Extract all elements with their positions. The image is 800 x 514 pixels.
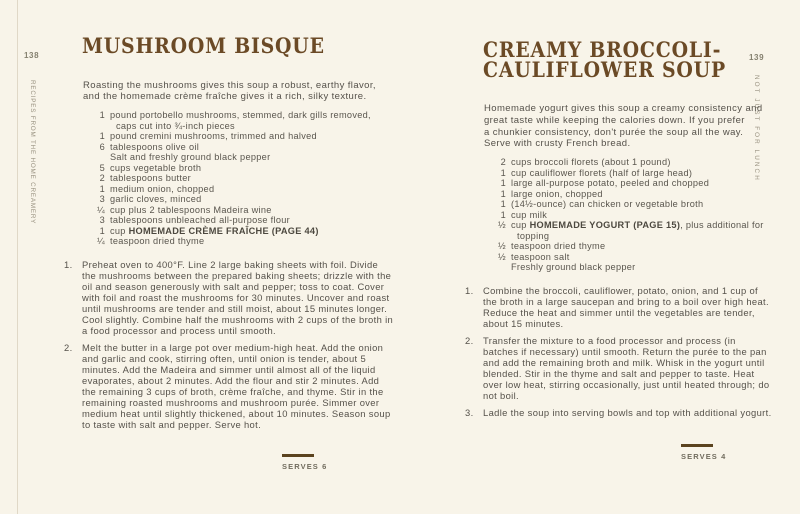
intro-line: Serve with crusty French bread.: [484, 138, 631, 150]
serves-divider-bar: [681, 444, 713, 447]
ingredient-row: [495, 241, 773, 252]
ingredient-text: medium onion, chopped: [110, 183, 215, 194]
ingredient-row: [495, 168, 773, 179]
ingredient-row: [495, 157, 773, 168]
right-step-list: [465, 284, 773, 418]
step-text: Melt the butter in a large pot over medium-high heat. Add the onion and garlic and cook, stirring often, until onion is tender, about 5 minutes. Add the Madeira and simmer until almost all of the liquid evaporates, about 2 minutes. Add the flour and stir 2 minutes. Add the remaining 3 cups of broth, crème fraîche, and thyme. Stir in the remaining roasted mushrooms and mushroom purée. Simmer over medium heat until slightly thickened, about 10 minutes. Season soup to taste with salt and pepper. Serve hot.: [82, 341, 391, 430]
serves-label: SERVES 6: [282, 462, 328, 471]
step-row: [64, 259, 394, 336]
left-margin-running-head: RECIPES FROM THE HOME CREAMERY: [29, 80, 36, 225]
ingredient-text: cup HOMEMADE CRÈME FRAÎCHE (PAGE 44): [110, 225, 319, 236]
step-row: [465, 335, 773, 401]
step-number: 2.: [465, 334, 474, 346]
ingredient-amount: 1: [500, 199, 506, 210]
ingredient-amount: 1: [500, 209, 506, 220]
intro-line: Roasting the mushrooms gives this soup a robust, earthy flavor,: [83, 79, 376, 91]
ingredient-text: (14½-ounce) can chicken or vegetable broth: [511, 199, 704, 210]
right-ingredient-list: [495, 157, 773, 273]
left-recipe-intro: [83, 80, 394, 104]
ingredient-amount: ¼: [97, 204, 105, 215]
ingredient-amount: 1: [99, 183, 105, 194]
right-recipe-title: [483, 37, 773, 82]
ingredient-text: tablespoons olive oil: [110, 141, 200, 152]
ingredient-row: [94, 236, 394, 247]
title-line: MUSHROOM BISQUE: [82, 33, 325, 58]
title-line: CREAMY BROCCOLI-: [483, 37, 722, 62]
ingredient-amount: ½: [498, 251, 506, 262]
ingredient-amount: 2: [500, 157, 506, 168]
ingredient-amount: 1: [500, 178, 506, 189]
right-recipe-intro: [484, 103, 773, 150]
ingredient-cross-reference: HOMEMADE CRÈME FRAÎCHE (PAGE 44): [128, 225, 319, 236]
ingredient-row: [94, 173, 394, 184]
ingredient-text: tablespoons unbleached all-purpose flour: [110, 215, 291, 226]
ingredient-row: [495, 189, 773, 200]
ingredient-row: [495, 210, 773, 221]
step-text: Ladle the soup into serving bowls and top with additional yogurt.: [483, 406, 772, 418]
left-page-number: 138: [24, 51, 40, 60]
ingredient-amount: 1: [99, 131, 105, 142]
ingredient-text: cups broccoli florets (about 1 pound): [511, 157, 671, 168]
ingredient-row: [94, 184, 394, 195]
ingredient-row: [94, 163, 394, 174]
intro-line: a chunkier consistency, don't purée the soup all the way.: [484, 126, 744, 138]
ingredient-row: [495, 220, 773, 241]
ingredient-row: [495, 199, 773, 210]
ingredient-amount: 1: [500, 188, 506, 199]
title-line: CAULIFLOWER SOUP: [483, 56, 726, 82]
right-recipe: [465, 37, 773, 424]
ingredient-row: [94, 226, 394, 237]
ingredient-text: cup plus 2 tablespoons Madeira wine: [110, 204, 272, 215]
ingredient-text: pound portobello mushrooms, stemmed, dark gills removed, caps cut into ¾-inch pieces: [110, 110, 371, 131]
ingredient-text: cup milk: [511, 209, 548, 220]
ingredient-row: [94, 131, 394, 142]
step-text: Transfer the mixture to a food processor and process (in batches if necessary) until smooth. Return the purée to the pan and add the remaining broth and milk. Whisk in the yogurt until blended. Stir in the thyme and salt and pepper to taste. Heat over low heat, stirring occasionally, just until heated through; do not boil.: [483, 334, 770, 401]
intro-line: and the homemade crème fraîche gives it a rich, silky texture.: [83, 91, 367, 103]
step-number: 3.: [465, 406, 474, 418]
ingredient-row: [495, 262, 773, 273]
ingredient-text: garlic cloves, minced: [110, 194, 202, 205]
right-margin-running-head: NOT JUST FOR LUNCH: [753, 75, 760, 182]
serves-label: SERVES 4: [681, 452, 727, 461]
ingredient-text: large all-purpose potato, peeled and chopped: [511, 178, 710, 189]
ingredient-text: large onion, chopped: [511, 188, 603, 199]
intro-line: great taste while keeping the calories down. If you prefer: [484, 114, 745, 126]
ingredient-row: [94, 110, 394, 131]
ingredient-text: cup HOMEMADE YOGURT (PAGE 15), plus additional for topping: [511, 220, 764, 241]
ingredient-row: [495, 178, 773, 189]
ingredient-text: cup cauliflower florets (half of large head): [511, 167, 693, 178]
step-number: 1.: [465, 284, 474, 296]
ingredient-cross-reference: HOMEMADE YOGURT (PAGE 15): [529, 220, 681, 231]
left-serves-block: [282, 454, 327, 471]
ingredient-text: Freshly ground black pepper: [511, 262, 636, 273]
step-row: [465, 407, 773, 418]
ingredient-amount: 3: [99, 194, 105, 205]
step-text: Combine the broccoli, cauliflower, potato, onion, and 1 cup of the broth in a large saucepan and bring to a boil over high heat. Reduce the heat and simmer until the vegetables are tender, about 15 minutes.: [483, 284, 769, 329]
ingredient-amount: 1: [99, 110, 105, 121]
left-recipe-title: [82, 33, 394, 58]
ingredient-amount: 1: [99, 225, 105, 236]
ingredient-row: [94, 215, 394, 226]
ingredient-text: Salt and freshly ground black pepper: [110, 152, 271, 163]
step-number: 1.: [64, 258, 73, 270]
step-text: Preheat oven to 400°F. Line 2 large baking sheets with foil. Divide the mushrooms between the prepared baking sheets; drizzle with the oil and season generously with salt and pepper; toss to coat. Cover with foil and roast the mushrooms for 30 minutes. Uncover and roast until mushrooms are tender and still moist, about 15 minutes longer. Cool slightly. Combine half the mushrooms with 2 cups of the broth in a food processor and process until smooth.: [82, 258, 394, 336]
ingredient-amount: ½: [498, 220, 506, 231]
ingredient-amount: 6: [99, 141, 105, 152]
ingredient-text: pound cremini mushrooms, trimmed and halved: [110, 131, 317, 142]
page-edge-line: [17, 0, 18, 514]
ingredient-text: teaspoon dried thyme: [110, 236, 205, 247]
step-row: [64, 342, 394, 430]
ingredient-text: cups vegetable broth: [110, 162, 202, 173]
left-ingredient-list: [94, 110, 394, 247]
left-step-list: [64, 258, 394, 430]
step-number: 2.: [64, 341, 73, 353]
ingredient-text: tablespoons butter: [110, 173, 191, 184]
ingredient-row: [495, 252, 773, 263]
ingredient-amount: 2: [99, 173, 105, 184]
right-serves-block: [681, 444, 726, 461]
ingredient-row: [94, 142, 394, 153]
ingredient-row: [94, 152, 394, 163]
ingredient-amount: 1: [500, 167, 506, 178]
ingredient-row: [94, 194, 394, 205]
ingredient-amount: ¼: [97, 236, 105, 247]
ingredient-amount: 5: [99, 162, 105, 173]
intro-line: Homemade yogurt gives this soup a creamy consistency and: [484, 103, 763, 114]
ingredient-amount: [495, 262, 506, 273]
ingredient-text: teaspoon dried thyme: [511, 241, 606, 252]
right-page-number: 139: [749, 53, 765, 62]
ingredient-text: teaspoon salt: [511, 251, 570, 262]
ingredient-row: [94, 205, 394, 216]
step-row: [465, 285, 773, 329]
ingredient-amount: 3: [99, 215, 105, 226]
serves-divider-bar: [282, 454, 314, 457]
ingredient-amount: [94, 152, 105, 163]
ingredient-amount: ½: [498, 241, 506, 252]
left-recipe: [64, 33, 394, 436]
